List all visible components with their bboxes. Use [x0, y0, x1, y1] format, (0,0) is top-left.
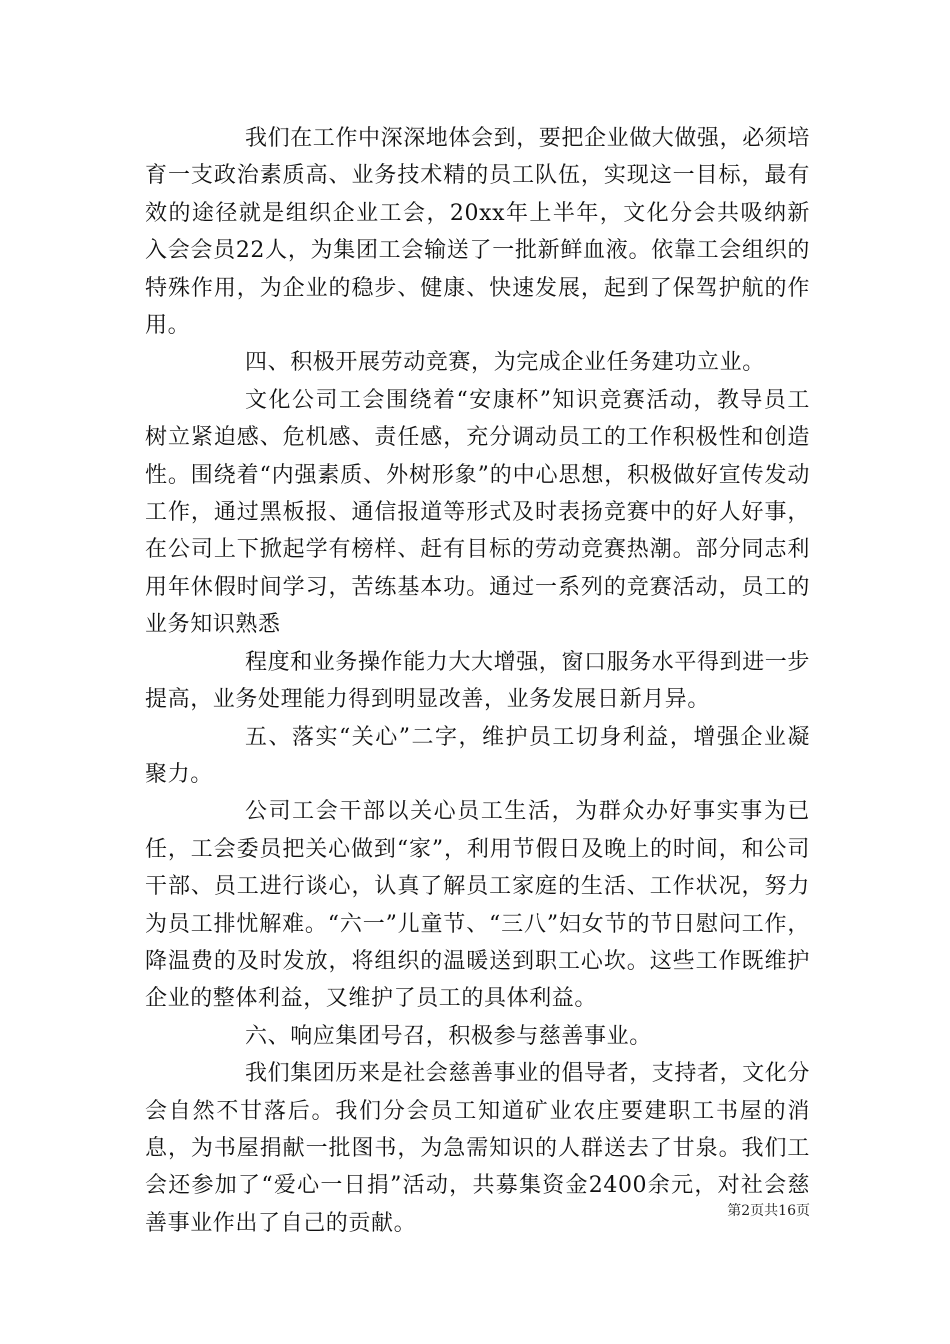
paragraph-charity: 我们集团历来是社会慈善事业的倡导者，支持者，文化分会自然不甘落后。我们分会员工知道矿业农庄要建职工书屋的消息，为书屋捐献一批图书，为急需知识的人群送去了甘泉。我们工会还参加了“爱心一日捐”活动，共募集资金2400余元，对社会慈善事业作出了自己的贡献。 — [145, 1061, 811, 1236]
paragraph-caring-for-staff: 公司工会干部以关心员工生活，为群众办好事实事为已任，工会委员把关心做到“家”，利用节假日及晚上的时间，和公司干部、员工进行谈心，认真了解员工家庭的生活、工作状况，努力为员工排忧解难。“六一”儿童节、“三八”妇女节的节日慰问工作，降温费的及时发放，将组织的温暖送到职工心坎。这些工作既维护企业的整体利益，又维护了员工的具体利益。 — [145, 799, 810, 1012]
paragraph-intro-union-recruitment: 我们在工作中深深地体会到，要把企业做大做强，必须培育一支政治素质高、业务技术精的员工队伍，实现这一目标，最有效的途径就是组织企业工会，20xx年上半年，文化分会共吸纳新入会会员22人，为集团工会输送了一批新鲜血液。依靠工会组织的特殊作用，为企业的稳步、健康、快速发展，起到了保驾护航的作用。 — [145, 126, 811, 339]
document-body — [145, 120, 810, 1242]
section-heading-charity: 六、响应集团号召，积极参与慈善事业。 — [245, 1023, 652, 1049]
paragraph-labor-competition-continued: 程度和业务操作能力大大增强，窗口服务水平得到进一步提高，业务处理能力得到明显改善，业务发展日新月异。 — [145, 649, 811, 713]
section-heading-labor-competition: 四、积极开展劳动竞赛，为完成企业任务建功立业。 — [245, 350, 765, 376]
page-number: 第2页共16页 — [727, 1203, 810, 1219]
paragraph-labor-competition: 文化公司工会围绕着“安康杯”知识竞赛活动，教导员工树立紧迫感、危机感、责任感，充分调动员工的工作积极性和创造性。围绕着“内强素质、外树形象”的中心思想，积极做好宣传发动工作，通过黑板报、通信报道等形式及时表扬竞赛中的好人好事，在公司上下掀起学有榜样、赶有目标的劳动竞赛热潮。部分同志利用年休假时间学习，苦练基本功。通过一系列的竞赛活动，员工的业务知识熟悉 — [145, 387, 810, 638]
section-heading-caring-for-staff: 五、落实“关心”二字，维护员工切身利益，增强企业凝聚力。 — [145, 724, 810, 787]
